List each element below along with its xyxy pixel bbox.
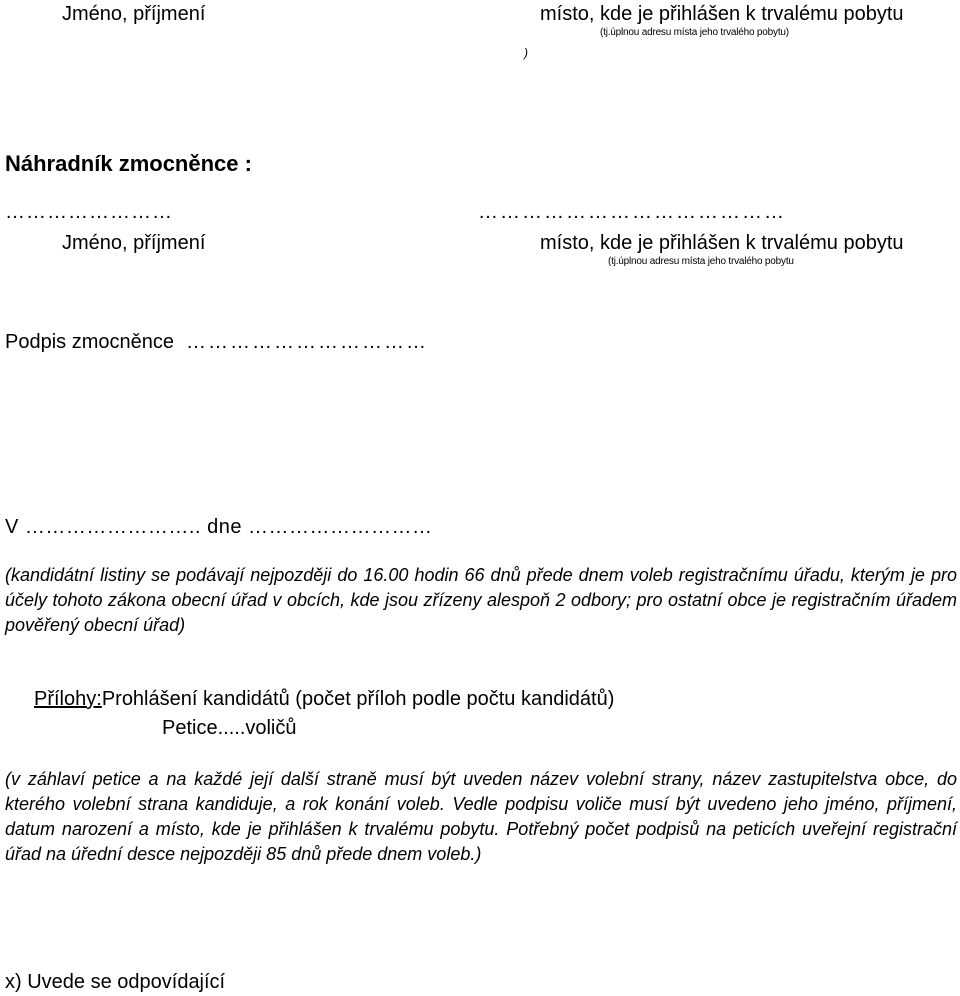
substitute-address-note: (tj.úplnou adresu místa jeho trvalého pobytu [608,256,794,267]
signature-dots: …………………………… [186,331,428,353]
substitute-address-label: místo, kde je přihlášen k trvalému pobytu [540,232,904,254]
attachment-declaration: Prohlášení kandidátů (počet příloh podle počtu kandidátů) [101,688,615,710]
name-label: Jméno, příjmení [62,3,206,25]
submission-note: (kandidátní listiny se podávají nejpozději do 16.00 hodin 66 dnů přede dnem voleb registračnímu úřadu, kterým je pro účely tohoto zákona obecní úřad v obcích, kde jsou zřízeny alespoň 2 odbory; pro ostatní obce je registračním úřadem pověřený obecní úřad) [5,565,957,635]
attachment-petition: Petice.....voličů [162,717,297,739]
dots-name: …………………… [5,201,173,223]
petition-note: (v záhlaví petice a na každé její další straně musí být uveden název volební strany, název zastupitelstva obce, do kterého volební strana kandiduje, a rok konání voleb. Vedle podpisu voliče musí být uvedeno jeho jméno, příjmení, datum narození a místo, kde je přihlášen k trvalému pobytu. Potřebný počet podpisů na peticích uveřejní registrační úřad na úřední desce nejpozději 85 dnů přede dnem voleb.) [5,769,957,864]
closing-paren: ) [524,46,528,60]
attachments-line [34,688,614,711]
address-note: (tj.úplnou adresu místa jeho trvalého pobytu) [600,27,789,38]
dots-address: …………………………………… [478,201,786,223]
substitute-heading: Náhradník zmocněnce : [5,151,252,176]
attachments-label: Přílohy: [34,688,102,710]
signature-label: Podpis zmocněnce [5,331,174,353]
address-label: místo, kde je přihlášen k trvalému pobytu [540,3,904,25]
date-line: V …………………….. dne ……………………… [5,516,433,538]
footnote: x) Uvede se odpovídající [5,971,226,993]
substitute-name-label: Jméno, příjmení [62,232,206,254]
